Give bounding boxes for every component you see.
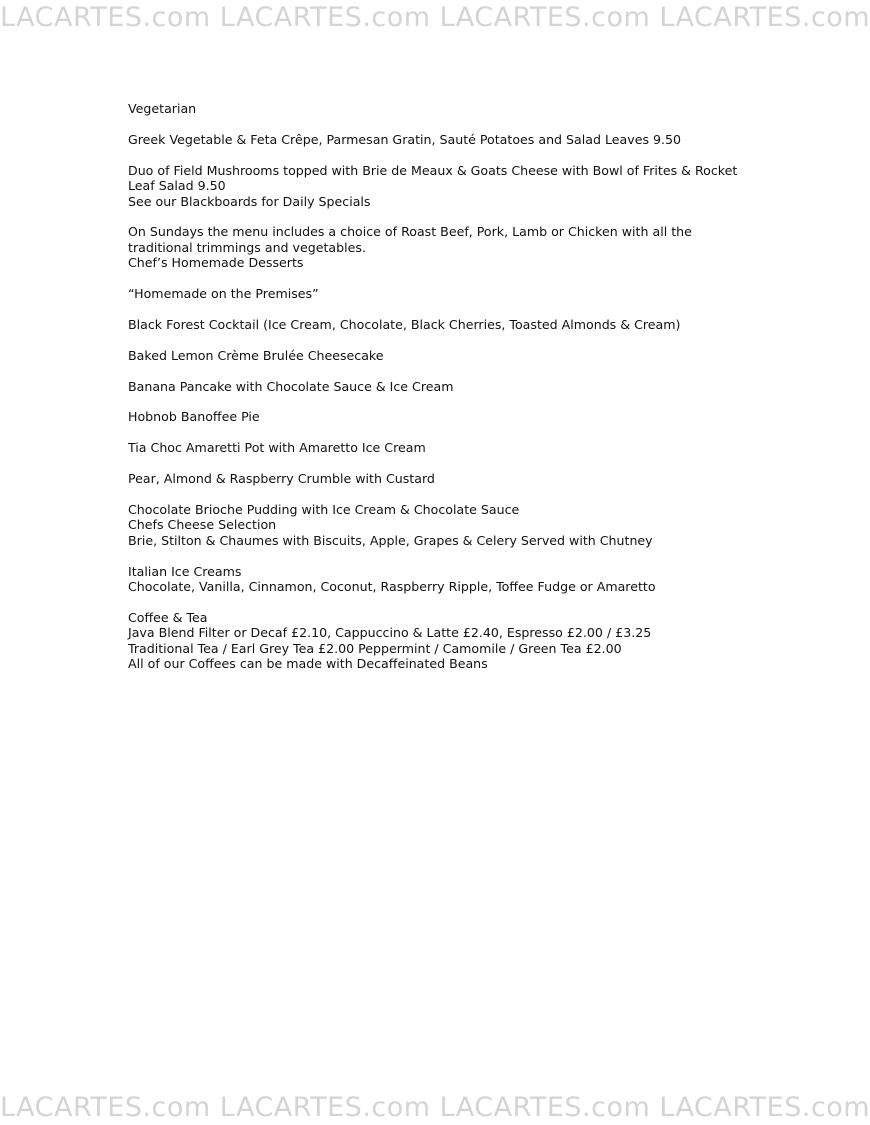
coffee-heading: Coffee & Tea [128, 609, 208, 625]
dessert-item: Black Forest Cocktail (Ice Cream, Chocolate, Black Cherries, Toasted Almonds & Cream) [128, 316, 681, 332]
cheese-heading: Chefs Cheese Selection [128, 517, 277, 533]
tea-prices: Traditional Tea / Earl Grey Tea £2.00 Peppermint / Camomile / Green Tea £2.00 [128, 640, 622, 656]
menu-page [128, 101, 758, 672]
dessert-item: Hobnob Banoffee Pie [128, 409, 260, 425]
watermark-bottom: LACARTES.com LACARTES.com LACARTES.com LACARTES.com [0, 1092, 870, 1123]
menu-item: Duo of Field Mushrooms topped with Brie de Meaux & Goats Cheese with Bowl of Frites & Rocket Leaf Salad 9.50 [128, 162, 738, 194]
ice-cream-description: Chocolate, Vanilla, Cinnamon, Coconut, Raspberry Ripple, Toffee Fudge or Amaretto [128, 579, 656, 595]
dessert-item: Banana Pancake with Chocolate Sauce & Ice Cream [128, 378, 454, 394]
menu-item: Greek Vegetable & Feta Crêpe, Parmesan Gratin, Sauté Potatoes and Salad Leaves 9.50 [128, 131, 682, 147]
cheese-description: Brie, Stilton & Chaumes with Biscuits, Apple, Grapes & Celery Served with Chutney [128, 532, 653, 548]
ice-cream-heading: Italian Ice Creams [128, 563, 242, 579]
daily-specials-note: See our Blackboards for Daily Specials [128, 193, 371, 209]
vegetarian-heading: Vegetarian [128, 101, 197, 116]
dessert-item: Pear, Almond & Raspberry Crumble with Custard [128, 470, 435, 486]
watermark-top: LACARTES.com LACARTES.com LACARTES.com LACARTES.com [0, 2, 870, 33]
homemade-note: “Homemade on the Premises” [128, 286, 319, 302]
sunday-menu-note: On Sundays the menu includes a choice of Roast Beef, Pork, Lamb or Chicken with all the traditional trimmings and vegetables. [128, 224, 692, 255]
dessert-item: Chocolate Brioche Pudding with Ice Cream & Chocolate Sauce [128, 501, 520, 517]
coffee-prices: Java Blend Filter or Decaf £2.10, Cappuccino & Latte £2.40, Espresso £2.00 / £3.25 [128, 625, 652, 641]
decaf-note: All of our Coffees can be made with Decaffeinated Beans [128, 656, 488, 672]
dessert-item: Baked Lemon Crème Brulée Cheesecake [128, 347, 384, 363]
desserts-heading: Chef’s Homemade Desserts [128, 255, 304, 271]
dessert-item: Tia Choc Amaretti Pot with Amaretto Ice Cream [128, 440, 426, 456]
